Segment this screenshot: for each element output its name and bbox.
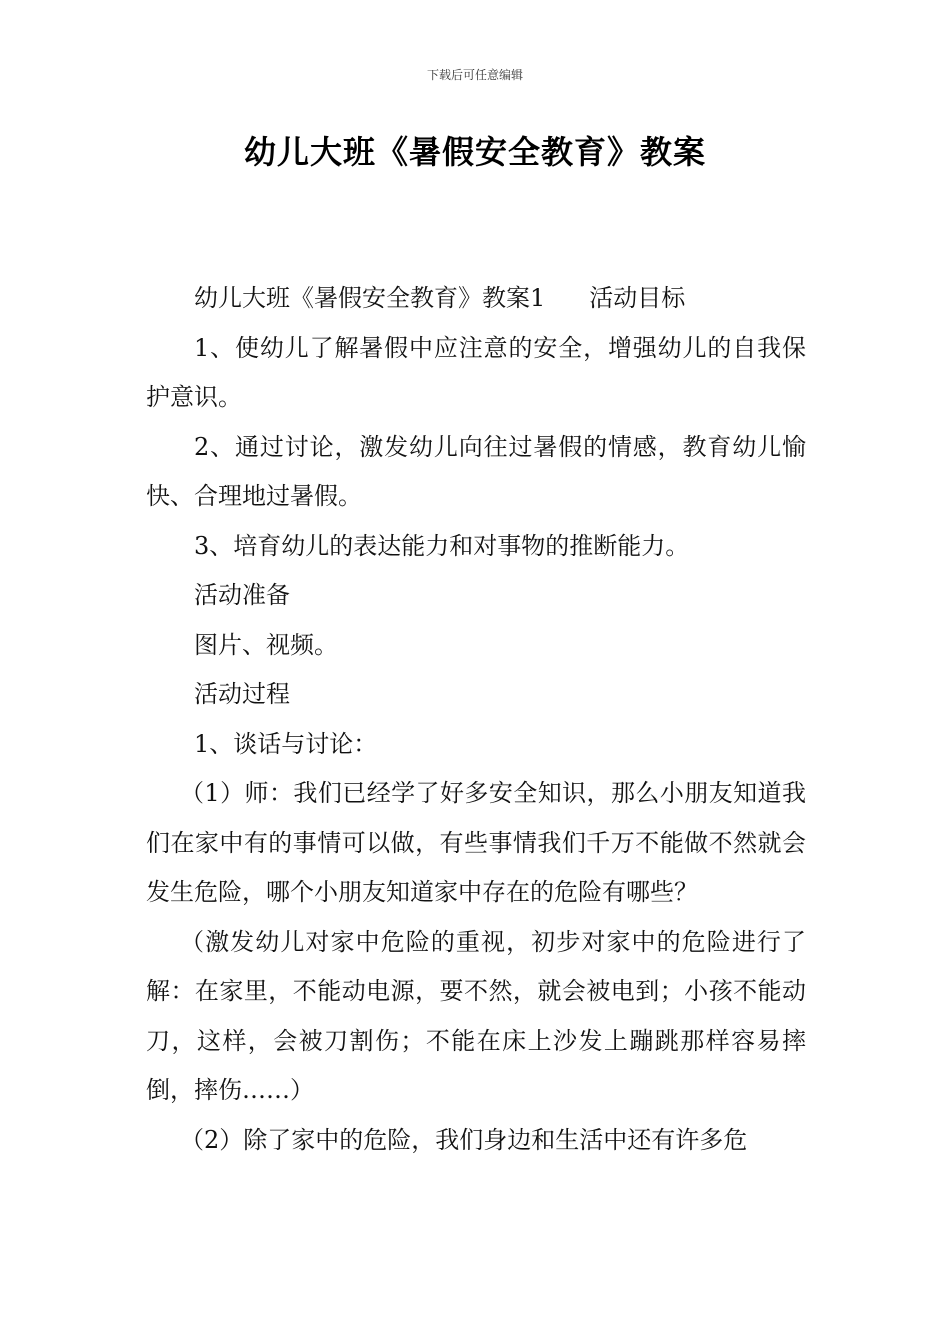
document-title: 幼儿大班《暑假安全教育》教案 <box>243 133 706 171</box>
process-step-1: 1、谈话与讨论： <box>194 729 378 758</box>
section-heading-preparation: 活动准备 <box>194 581 290 609</box>
document-body <box>146 274 806 1165</box>
process-step-1-1: （1）师：我们已经学了好多安全知识，那么小朋友知道我们在家中有的事情可以做，有些事情我们千万不能做不然就会发生危险，哪个小朋友知道家中存在的危险有哪些？ <box>146 779 806 906</box>
process-step-1-note: （激发幼儿对家中危险的重视，初步对家中的危险进行了解：在家里，不能动电源，要不然，就会被电到；小孩不能动刀，这样，会被刀割伤；不能在床上沙发上蹦跳那样容易摔倒，摔伤……） <box>146 927 806 1104</box>
objective-1: 1、使幼儿了解暑假中应注意的安全，增强幼儿的自我保护意识。 <box>146 333 806 411</box>
objective-2: 2、通过讨论，激发幼儿向往过暑假的情感，教育幼儿愉快、合理地过暑假。 <box>146 432 806 510</box>
process-step-1-2: （2）除了家中的危险，我们身边和生活中还有许多危 <box>180 1125 748 1154</box>
page-header-note: 下载后可任意编辑 <box>426 68 523 82</box>
preparation-text: 图片、视频。 <box>194 630 338 659</box>
objective-3: 3、培育幼儿的表达能力和对事物的推断能力。 <box>194 531 690 560</box>
section-heading-process: 活动过程 <box>194 680 290 708</box>
intro-heading: 幼儿大班《暑假安全教育》教案1 <box>194 284 546 312</box>
intro-paragraph <box>146 274 806 324</box>
section-heading-objectives: 活动目标 <box>589 284 686 312</box>
